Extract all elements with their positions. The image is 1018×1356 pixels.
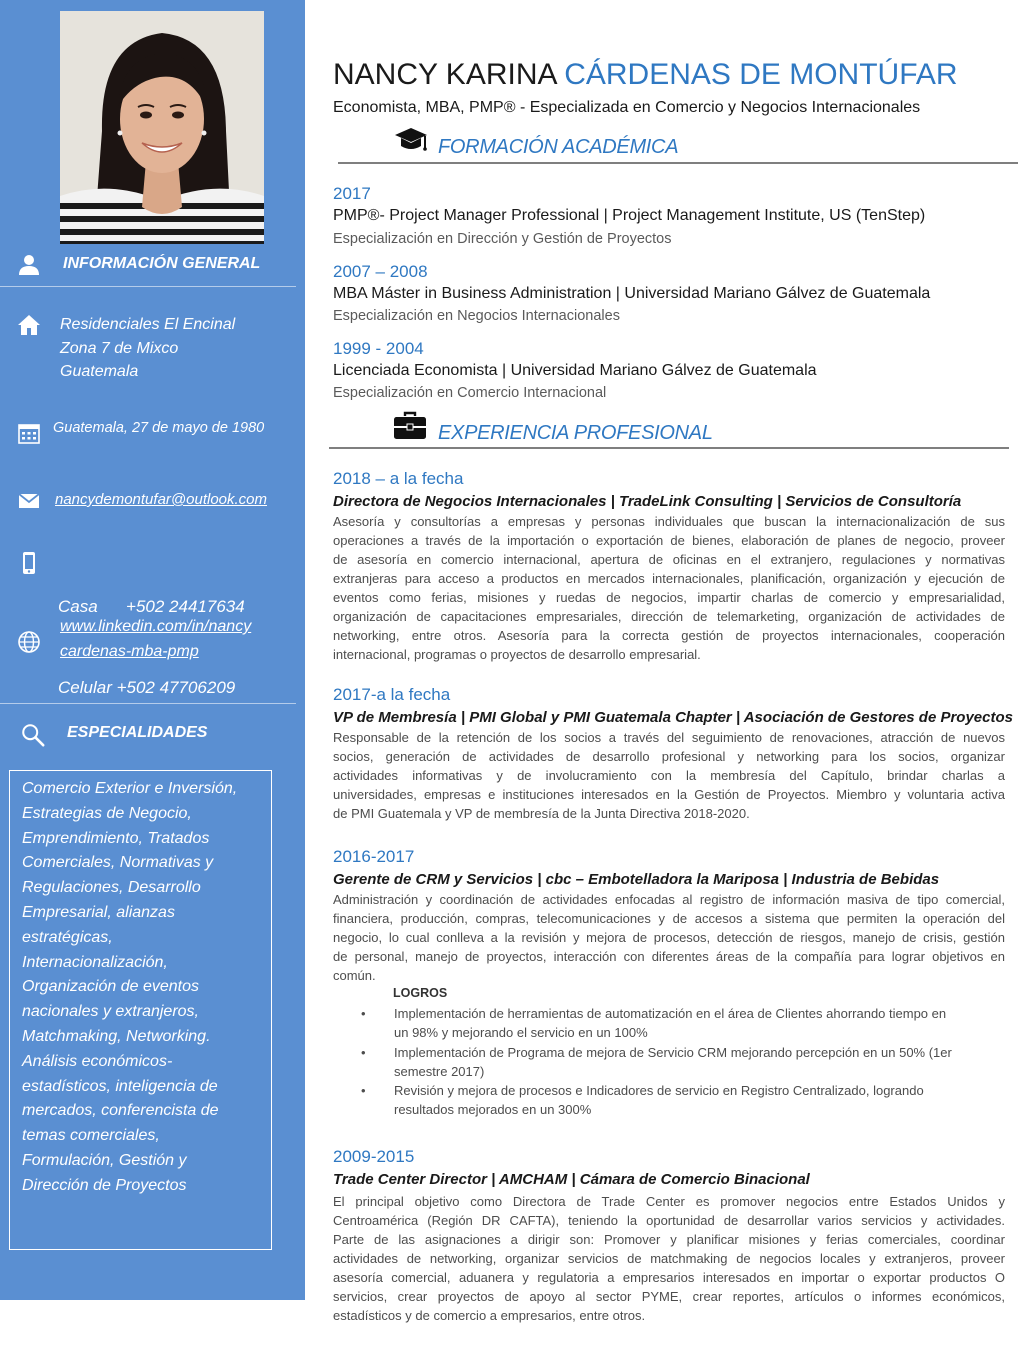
email-link[interactable]: nancydemontufar@outlook.com [55, 491, 268, 508]
job-role: VP de Membresía | PMI Global y PMI Guatemala Chapter | Asociación de Gestores de Proyectos [333, 709, 1013, 726]
description-line: Asesoría y consultorías a empresas y personas individuales que buscan la internacionalización de sus [333, 514, 1005, 529]
globe-icon [16, 629, 42, 655]
specialty-line: Comerciales, Normativas y [22, 854, 214, 872]
achievement-line: semestre 2017) [394, 1064, 485, 1079]
specialty-line: temas comerciales, [22, 1127, 160, 1145]
specialty-line: Regulaciones, Desarrollo [22, 879, 201, 897]
description-line: de PMI Guatemala y VP de membresía de la Junta Directiva 2018-2020. [333, 806, 750, 821]
description-line: Parte de las asignaciones a dirigir son: Promover y planificar misiones y ferias comerciales, coordinar [333, 1232, 1005, 1247]
general-info-heading: INFORMACIÓN GENERAL [63, 255, 261, 272]
specialty-line: nacionales y extranjeros, [22, 1003, 199, 1021]
job-role: Trade Center Director | AMCHAM | Cámara de Comercio Binacional [333, 1171, 810, 1188]
full-name [333, 58, 958, 92]
phone-icon [16, 550, 42, 576]
job-period: 2017-a la fecha [333, 685, 451, 704]
specialties-heading: ESPECIALIDADES [67, 724, 208, 741]
achievement-line: Revisión y mejora de procesos e Indicadores de servicio en Registro Centralizado, logrando [394, 1083, 924, 1098]
specialty-line: Estrategias de Negocio, [22, 804, 192, 822]
specialties-box [9, 770, 272, 1250]
education-specialization: Especialización en Comercio Internacional [333, 385, 607, 401]
achievements-heading: LOGROS [393, 986, 448, 1000]
linkedin-line: www.linkedin.com/in/nancy [60, 618, 252, 635]
address-line: Residenciales El Encinal [60, 316, 236, 333]
education-title: Licenciada Economista | Universidad Mariano Gálvez de Guatemala [333, 362, 817, 379]
description-line: asesoría comercial, aduanera y regulatoria a empresarios interesados en importar o exportar productos O [333, 1270, 1005, 1285]
job-description [333, 512, 1005, 664]
description-line: negocio, lo cual conlleva a la revisión y mejora de procesos, detección de riesgos, manejo de crisis, gestión [333, 930, 1005, 945]
specialty-line: Dirección de Proyectos [22, 1176, 187, 1194]
description-line: común. [333, 968, 376, 983]
professional-subtitle: Economista, MBA, PMP® - Especializada en Comercio y Negocios Internacionales [333, 99, 921, 116]
education-heading: FORMACIÓN ACADÉMICA [438, 136, 679, 158]
graduation-cap-icon [393, 126, 429, 158]
description-line: financiera, producción, compras, telecomunicaciones y de accesos a sistema que permiten la operación del [333, 911, 1005, 926]
achievement-item: • Implementación de herramientas de automatización en el área de Clientes ahorrando tiempo en un 98% y mejorando el servicio en un 100% [361, 1004, 1001, 1042]
portrait-illustration [60, 11, 264, 244]
last-name: CÁRDENAS DE MONTÚFAR [564, 58, 958, 91]
achievement-line: Implementación de herramientas de automatización en el área de Clientes ahorrando tiempo en [394, 1006, 947, 1021]
specialty-line: estratégicas, [22, 928, 113, 946]
profile-photo [60, 11, 264, 244]
description-line: operaciones a través de la importación o exportación de bienes, elaboración de planes de negocio, proveer [333, 533, 1005, 548]
achievement-line: un 98% y mejorando el servicio en un 100% [394, 1025, 648, 1040]
achievement-item: • Implementación de Programa de mejora de Servicio CRM mejorando percepción en un 50% (1er semestre 2017) [361, 1043, 1001, 1081]
description-line: servicios, crear proyectos de apoyo al sector PYME, crear reportes, artículos o informes económicos, [333, 1289, 1005, 1304]
description-line: eventos como ferias, misiones y ruedas de negocios, impartir charlas de comercio y empresarialidad, [333, 590, 1005, 605]
birth-info: Guatemala, 27 de mayo de 1980 [53, 420, 265, 436]
linkedin-line: cardenas-mba-pmp [60, 643, 199, 660]
description-line: El principal objetivo como Directora de Trade Center es promover negocios entre Estados Unidos y [333, 1194, 1005, 1209]
briefcase-icon [393, 411, 427, 441]
description-line: estadísticos y de comercio a empresarios, entre otros. [333, 1308, 646, 1323]
job-description [333, 1192, 1005, 1325]
education-title: MBA Máster in Business Administration | Universidad Mariano Gálvez de Guatemala [333, 285, 931, 302]
description-line: Centroamérica (Región DR CAFTA), teniendo la oportunidad de desarrollar varios servicios y actividades. [333, 1213, 1005, 1228]
home-icon [16, 312, 42, 338]
description-line: Administración y coordinación de actividades enfocadas al registro de información masiva de tipo comercial, [333, 892, 1005, 907]
education-year: 1999 - 2004 [333, 339, 424, 358]
job-period: 2009-2015 [333, 1147, 415, 1166]
description-line: networking, entre otros. Asesoría para la correcta gestión de proyectos internacionales, cooperación [333, 628, 1005, 643]
specialties-list [22, 777, 237, 1199]
description-line: organización de capacitaciones empresariales, dirección de telemarketing, organización de actividades de [333, 609, 1005, 624]
education-specialization: Especialización en Negocios Internacionales [333, 308, 620, 324]
description-line: Responsable de la retención de los socios a través del seguimiento de renovaciones, atracción de nuevos [333, 730, 1005, 745]
description-line: de personal, manejo de proyectos, interacción con diferentes áreas de la compañía para lograr objetivos en [333, 949, 1005, 964]
description-line: internacional, programas o proyectos de desarrollo empresarial. [333, 647, 701, 662]
user-icon [16, 252, 42, 278]
phone-cell: Celular +502 47706209 [58, 678, 236, 697]
first-name: NANCY KARINA [333, 58, 565, 91]
sidebar-divider [0, 703, 296, 704]
job-description [333, 890, 1005, 985]
specialty-line: Matchmaking, Networking. [22, 1027, 211, 1045]
sidebar [0, 0, 305, 1300]
job-period: 2018 – a la fecha [333, 469, 464, 488]
achievement-line: resultados mejorados en un 300% [394, 1102, 592, 1117]
linkedin-link[interactable] [60, 614, 251, 664]
specialty-line: Comercio Exterior e Inversión, [22, 780, 238, 797]
description-line: de asesoría en comercio internacional, apertura de oficinas en el extranjero, regulaciones y normativas [333, 552, 1005, 567]
specialty-line: estadísticos, inteligencia de [22, 1077, 218, 1095]
job-role: Directora de Negocios Internacionales | TradeLink Consulting | Servicios de Consultoría [333, 493, 962, 510]
education-specialization: Especialización en Dirección y Gestión de Proyectos [333, 231, 672, 247]
education-title: PMP®- Project Manager Professional | Project Management Institute, US (TenStep) [333, 207, 926, 224]
mail-icon [16, 488, 42, 514]
experience-rule [329, 447, 1009, 449]
specialty-line: mercados, conferencista de [22, 1102, 219, 1120]
education-rule [338, 162, 1018, 164]
search-icon [20, 722, 46, 748]
specialty-line: Organización de eventos [22, 978, 199, 996]
job-role: Gerente de CRM y Servicios | cbc – Embotelladora la Mariposa | Industria de Bebidas [333, 871, 940, 888]
phone-home: Casa +502 24417634 [58, 597, 245, 616]
specialty-line: Internacionalización, [22, 953, 168, 971]
sidebar-divider [0, 286, 296, 287]
calendar-icon [16, 420, 42, 446]
specialty-line: Formulación, Gestión y [22, 1151, 187, 1169]
achievement-line: Implementación de Programa de mejora de Servicio CRM mejorando percepción en un 50% (1er [394, 1045, 952, 1060]
education-year: 2017 [333, 184, 371, 203]
specialty-line: Emprendimiento, Tratados [22, 829, 210, 847]
description-line: actividades de networking, organizar servicios de matchmaking de negocios locales y extranjeros, proveer [333, 1251, 1005, 1266]
education-year: 2007 – 2008 [333, 262, 428, 281]
description-line: extranjeras para acceso a productos en mercados internacionales, planificación, organización y ejecución de [333, 571, 1005, 586]
job-description [333, 728, 1005, 823]
address-line: Guatemala [60, 363, 139, 380]
description-line: actividades informativas y de involucramiento con la membresía del Capítulo, brindar charlas a [333, 768, 1005, 783]
address-line: Zona 7 de Mixco [60, 339, 179, 357]
description-line: universidades, empresas e instituciones interesados en la Gestión de Proyectos. Miembro y voluntaria activa [333, 787, 1005, 802]
experience-heading: EXPERIENCIA PROFESIONAL [438, 422, 713, 444]
achievement-item: • Revisión y mejora de procesos e Indicadores de servicio en Registro Centralizado, logrando resultados mejorados en un 300% [361, 1081, 1001, 1119]
specialty-line: Empresarial, alianzas [22, 903, 175, 921]
address-block [60, 313, 235, 384]
job-period: 2016-2017 [333, 847, 415, 866]
description-line: socios, generación de actividades de desarrollo profesional y networking para los socios, organizar [333, 749, 1005, 764]
specialty-line: Análisis económicos- [22, 1052, 173, 1070]
